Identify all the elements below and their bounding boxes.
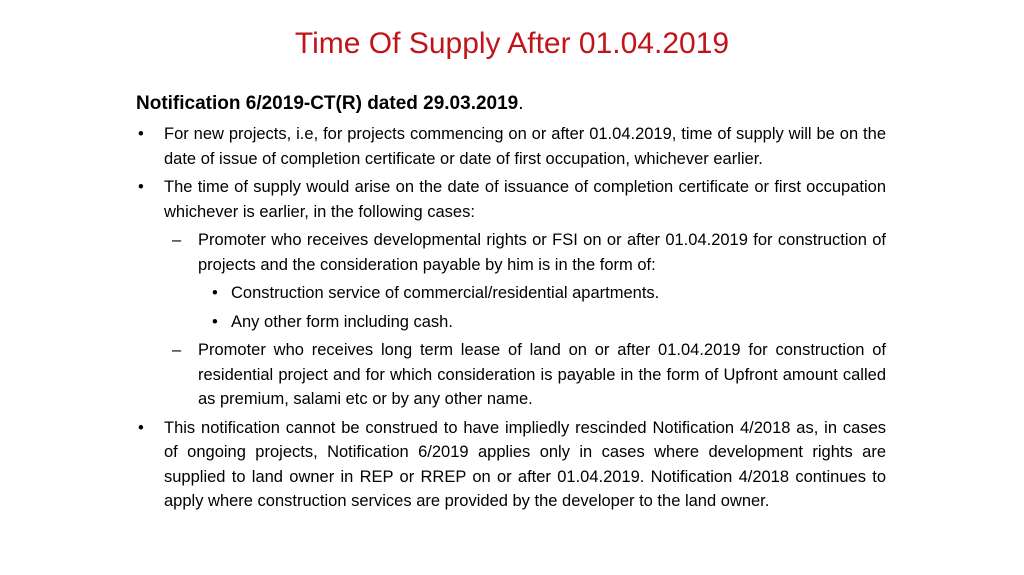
sub-sub-item-text: Construction service of commercial/residential apartments. — [231, 284, 660, 302]
sub-sub-item-text: Any other form including cash. — [231, 312, 453, 331]
bullet-marker: • — [138, 418, 144, 437]
notification-heading — [136, 90, 886, 118]
bullet-text: For new projects, i.e, for projects commencing on or after 01.04.2019, time of supply will be on the date of issue of completion certificate or date of first occupation, whichever earlier. — [164, 125, 886, 168]
sub-sub-item-other-form — [136, 310, 886, 335]
slide-title: Time Of Supply After 01.04.2019 — [294, 27, 730, 60]
bullet-marker: • — [138, 125, 144, 143]
notification-heading-suffix: . — [518, 93, 524, 114]
sub-item-text: Promoter who receives long term lease of land on or after 01.04.2019 for construction of residential project and for which consideration is payable in the form of Upfront amount called as premium, salami etc or by any other name. — [198, 341, 886, 408]
bullet-item-rescinded-note — [136, 416, 886, 514]
dash-marker: – — [172, 231, 182, 249]
sub-item-text: Promoter who receives developmental rights or FSI on or after 01.04.2019 for construction of projects and the consideration payable by him is in the form of: — [198, 231, 886, 274]
sub-sub-item-construction-service — [136, 281, 886, 306]
sub-item-developmental-rights — [136, 228, 886, 277]
bullet-marker: • — [138, 178, 144, 196]
slide-content — [136, 90, 886, 518]
sub-item-long-term-lease — [136, 338, 886, 412]
bullet-marker: • — [212, 312, 218, 331]
dash-marker: – — [172, 341, 182, 359]
notification-heading-text: Notification 6/2019-CT(R) dated 29.03.2019 — [136, 93, 519, 114]
bullet-text: This notification cannot be construed to have impliedly rescinded Notification 4/2018 as, in cases of ongoing projects, Notification 6/2019 applies only in cases where development rights are supplied to land owner in REP or RREP on or after 01.04.2019. Notification 4/2018 continues to apply where construction services are provided by the developer to the land owner. — [164, 418, 886, 510]
bullet-marker: • — [212, 284, 218, 302]
bullet-item-time-of-supply — [136, 175, 886, 224]
bullet-text: The time of supply would arise on the date of issuance of completion certificate or first occupation whichever is earlier, in the following cases: — [164, 178, 886, 221]
bullet-item-new-projects — [136, 122, 886, 171]
